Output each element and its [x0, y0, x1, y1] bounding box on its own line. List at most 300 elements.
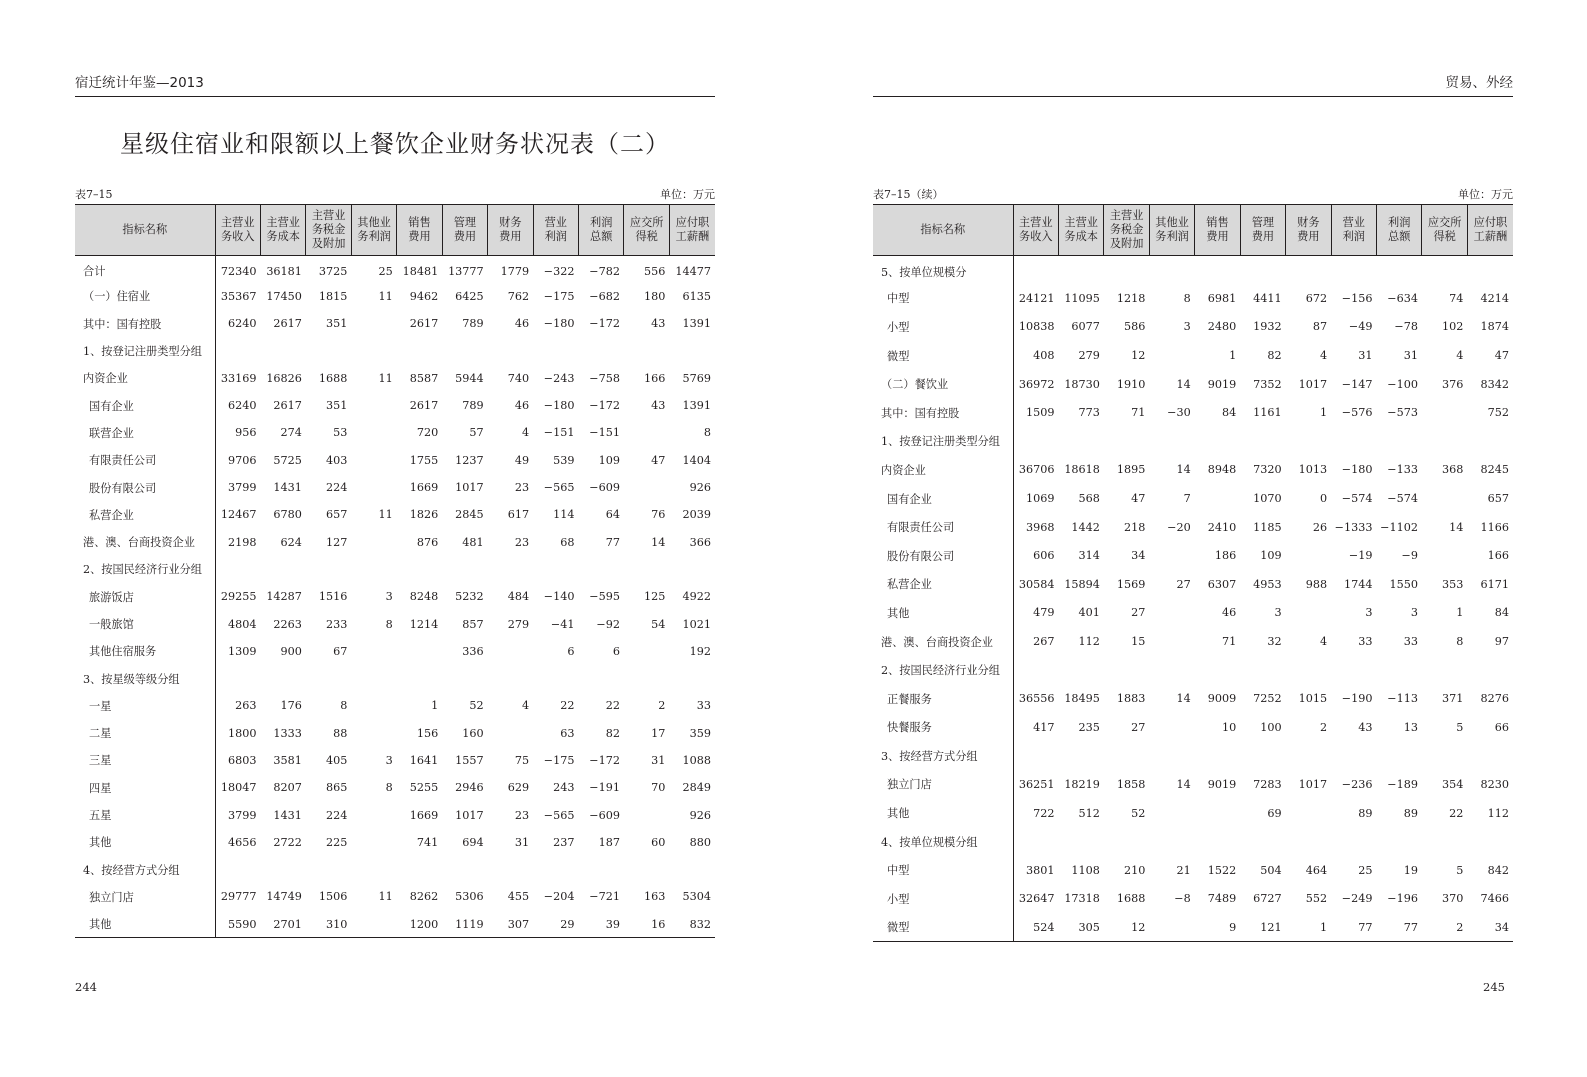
table-cell: 8276: [1480, 692, 1509, 706]
table-cell: 21: [1176, 863, 1191, 877]
table-cell: 67: [333, 644, 348, 658]
row-label: 港、澳、台商投资企业: [75, 528, 215, 555]
table-cell: 23: [514, 535, 530, 549]
table-cell: [1149, 599, 1194, 628]
column-header: [397, 205, 442, 256]
table-cell: 1017: [1298, 377, 1328, 391]
table-cell: −8: [1174, 892, 1191, 906]
table-cell: −140: [543, 590, 575, 604]
table-cell: 112: [1487, 806, 1509, 820]
table-cell: 1874: [1480, 320, 1509, 334]
table-cell: −180: [1341, 463, 1373, 477]
row-label: 其中：国有控股: [75, 310, 215, 337]
table-cell: 18481: [402, 264, 439, 278]
table-body: [75, 256, 715, 938]
table-cell: 15: [1131, 635, 1146, 649]
column-header-line: 费用: [499, 230, 522, 243]
table-cell: 1557: [455, 753, 484, 767]
table-row: [873, 770, 1513, 799]
table-cell: 539: [553, 453, 575, 467]
table-cell: 3: [385, 590, 393, 604]
table-cell: [306, 337, 351, 364]
column-header-line: 主营业: [220, 216, 255, 229]
table-cell: 166: [644, 371, 666, 385]
column-header-line: 主营业: [1018, 216, 1053, 229]
table-cell: 31: [1358, 349, 1373, 363]
table-cell: 24121: [1018, 291, 1055, 305]
table-row: [873, 570, 1513, 599]
column-header: [624, 205, 669, 256]
table-cell: [1286, 427, 1331, 456]
table-cell: 8: [385, 617, 393, 631]
table-cell: 33: [696, 699, 711, 713]
column-header: [1377, 205, 1422, 256]
column-header-line: 其他业: [357, 216, 391, 229]
financial-table-continued: [873, 204, 1513, 942]
table-cell: 336: [462, 644, 484, 658]
table-cell: 9019: [1207, 377, 1237, 391]
table-cell: −1102: [1380, 520, 1418, 534]
table-cell: [1013, 256, 1058, 285]
table-cell: −49: [1348, 320, 1373, 334]
table-cell: 6240: [227, 399, 257, 413]
table-cell: 26: [1312, 520, 1328, 534]
table-cell: 100: [1260, 720, 1282, 734]
table-cell: 69: [1267, 806, 1282, 820]
table-row: [75, 583, 715, 610]
table-cell: 606: [1033, 549, 1055, 563]
table-cell: −243: [543, 371, 575, 385]
row-label: 微型: [873, 341, 1013, 370]
table-cell: [488, 856, 533, 883]
table-cell: 84: [1494, 606, 1509, 620]
table-row: [75, 310, 715, 337]
table-cell: [1104, 827, 1149, 856]
table-cell: 1017: [455, 808, 484, 822]
table-row: [873, 599, 1513, 628]
table-row: [75, 447, 715, 474]
row-label: 2、按国民经济行业分组: [75, 556, 215, 583]
table-cell: 14: [1449, 520, 1464, 534]
table-cell: 524: [1033, 920, 1055, 934]
table-cell: 10: [1221, 720, 1237, 734]
table-cell: [488, 720, 533, 747]
table-cell: [351, 528, 396, 555]
column-header: [306, 205, 351, 256]
table-cell: −172: [589, 753, 620, 767]
table-cell: 71: [1131, 406, 1146, 420]
table-cell: 180: [644, 289, 666, 303]
table-cell: 617: [507, 508, 530, 522]
table-row: [873, 427, 1513, 456]
table-cell: 160: [462, 726, 484, 740]
column-header-line: 总额: [1388, 230, 1411, 243]
table-cell: [1286, 656, 1331, 685]
column-header: [215, 205, 260, 256]
table-cell: 408: [1033, 349, 1055, 363]
column-header-line: 销售: [408, 216, 431, 229]
table-cell: 102: [1442, 320, 1464, 334]
table-cell: 5232: [455, 590, 484, 604]
row-label: 合计: [75, 256, 215, 283]
table-cell: 75: [514, 753, 530, 767]
table-row: [75, 665, 715, 692]
table-cell: 84: [1221, 406, 1237, 420]
table-cell: 455: [507, 890, 530, 904]
column-header-line: 得税: [1433, 230, 1456, 243]
table-cell: 87: [1312, 320, 1328, 334]
table-cell: [1422, 541, 1467, 570]
table-cell: 1021: [682, 617, 711, 631]
table-cell: 35367: [220, 289, 257, 303]
table-cell: 43: [651, 317, 666, 331]
table-cell: −236: [1341, 777, 1373, 791]
table-cell: 263: [235, 699, 257, 713]
row-label: 内资企业: [75, 365, 215, 392]
table-cell: 29: [560, 917, 575, 931]
table-cell: 371: [1442, 692, 1464, 706]
table-cell: 1166: [1480, 520, 1509, 534]
row-label: （二）餐饮业: [873, 370, 1013, 399]
table-cell: 18219: [1064, 777, 1100, 791]
table-row: [75, 556, 715, 583]
table-cell: 481: [462, 535, 484, 549]
table-cell: 1069: [1025, 492, 1055, 506]
table-cell: 6240: [227, 317, 257, 331]
table-cell: 752: [1487, 406, 1509, 420]
table-row: [75, 283, 715, 310]
table-cell: [1467, 256, 1513, 285]
table-cell: 4: [521, 426, 530, 440]
table-cell: 7352: [1253, 377, 1282, 391]
table-cell: 1431: [273, 808, 302, 822]
table-cell: −133: [1387, 463, 1418, 477]
table-cell: 279: [507, 617, 530, 631]
column-header: [488, 205, 533, 256]
table-cell: −196: [1387, 892, 1418, 906]
column-header-line: 工薪酬: [1473, 230, 1508, 243]
table-cell: [1377, 427, 1422, 456]
table-cell: 3799: [227, 481, 257, 495]
table-cell: 7283: [1253, 777, 1282, 791]
table-row: [873, 456, 1513, 485]
table-cell: [1195, 827, 1240, 856]
table-cell: 1506: [318, 890, 348, 904]
table-cell: 2946: [455, 781, 484, 795]
table-cell: 900: [280, 644, 302, 658]
table-cell: [1286, 799, 1331, 828]
right-page: [873, 0, 1513, 1077]
table-row: [75, 256, 715, 283]
table-row: [75, 365, 715, 392]
table-cell: [215, 665, 260, 692]
table-cell: [1240, 656, 1285, 685]
table-cell: 31: [1403, 349, 1418, 363]
table-cell: [442, 665, 487, 692]
column-header-line: 应交所: [1427, 216, 1462, 229]
table-cell: 359: [689, 726, 711, 740]
table-row: [873, 370, 1513, 399]
column-header-line: 应付职: [1473, 216, 1508, 229]
table-row: [75, 528, 715, 555]
table-cell: [1422, 256, 1467, 285]
table-cell: 16: [651, 917, 666, 931]
table-cell: 1509: [1025, 406, 1055, 420]
table-cell: 46: [514, 317, 530, 331]
table-cell: 1755: [409, 453, 439, 467]
table-cell: 1669: [409, 808, 439, 822]
table-cell: 9: [1229, 920, 1237, 934]
table-cell: 11095: [1064, 291, 1100, 305]
table-cell: [306, 856, 351, 883]
row-label: 其他: [873, 599, 1013, 628]
column-header-line: 利润: [590, 216, 613, 229]
table-cell: [488, 638, 533, 665]
table-cell: 29777: [220, 890, 257, 904]
column-header: [533, 205, 578, 256]
table-cell: 5255: [409, 781, 439, 795]
table-cell: 18495: [1064, 692, 1100, 706]
table-cell: 1883: [1116, 692, 1146, 706]
row-label: 4、按单位规模分组: [873, 827, 1013, 856]
table-row: [75, 392, 715, 419]
table-cell: [1149, 656, 1194, 685]
column-header-line: 务成本: [1064, 230, 1098, 243]
row-label: 股份有限公司: [873, 541, 1013, 570]
table-cell: 926: [689, 481, 711, 495]
table-cell: 2617: [409, 317, 439, 331]
table-cell: 18047: [220, 781, 257, 795]
table-cell: 23: [514, 808, 530, 822]
table-cell: 18730: [1064, 377, 1100, 391]
table-cell: 4: [1456, 349, 1464, 363]
column-header: [351, 205, 396, 256]
table-cell: 14: [1176, 463, 1191, 477]
table-cell: 1688: [318, 371, 348, 385]
table-cell: 218: [1123, 520, 1146, 534]
table-cell: [397, 638, 442, 665]
table-cell: 279: [1078, 349, 1100, 363]
table-cell: [1331, 656, 1376, 685]
table-row: [873, 284, 1513, 313]
table-cell: 2722: [273, 835, 302, 849]
table-cell: 1161: [1253, 406, 1282, 420]
table-cell: [260, 556, 305, 583]
table-row: [873, 856, 1513, 885]
table-cell: [1422, 398, 1467, 427]
table-cell: [1240, 427, 1285, 456]
table-cell: 4214: [1480, 291, 1509, 305]
row-label: 小型: [873, 313, 1013, 342]
table-cell: [1013, 742, 1058, 771]
table-cell: 176: [280, 699, 302, 713]
table-cell: −172: [589, 317, 620, 331]
table-cell: 9462: [409, 289, 439, 303]
table-cell: 2: [1456, 920, 1464, 934]
table-cell: 36181: [266, 264, 302, 278]
column-header-line: 费用: [1297, 230, 1320, 243]
table-cell: 109: [598, 453, 620, 467]
table-cell: 5: [1456, 863, 1464, 877]
table-row: [75, 911, 715, 938]
table-cell: [624, 638, 669, 665]
table-cell: 8: [385, 781, 393, 795]
table-cell: 8245: [1480, 463, 1509, 477]
row-label: 港、澳、台商投资企业: [873, 627, 1013, 656]
table-row: [873, 656, 1513, 685]
table-cell: 6171: [1480, 577, 1509, 591]
table-cell: 27: [1176, 577, 1191, 591]
column-header-line: 指标名称: [920, 223, 966, 236]
table-cell: −721: [589, 890, 620, 904]
row-label: 中型: [873, 856, 1013, 885]
table-cell: 1070: [1253, 492, 1282, 506]
table-cell: 3801: [1025, 863, 1055, 877]
table-cell: [1149, 799, 1194, 828]
table-cell: 657: [325, 508, 348, 522]
table-cell: [1104, 256, 1149, 285]
table-row: [873, 541, 1513, 570]
table-cell: 34: [1131, 549, 1146, 563]
column-header-line: 管理: [453, 216, 477, 229]
table-cell: [351, 638, 396, 665]
table-cell: [351, 392, 396, 419]
table-cell: 19: [1403, 863, 1418, 877]
table-cell: 5769: [682, 371, 711, 385]
table-cell: 2: [658, 699, 666, 713]
column-header-line: 财务: [1297, 216, 1320, 229]
table-cell: 6077: [1071, 320, 1100, 334]
table-cell: 4953: [1253, 577, 1282, 591]
row-label: 一般旅馆: [75, 610, 215, 637]
table-cell: 17318: [1064, 892, 1100, 906]
table-cell: [1331, 742, 1376, 771]
table-cell: −565: [543, 481, 575, 495]
column-header: [1058, 205, 1103, 256]
table-cell: [1149, 827, 1194, 856]
table-cell: 36706: [1018, 463, 1055, 477]
table-row: [873, 256, 1513, 285]
table-cell: −634: [1387, 291, 1418, 305]
table-cell: [1467, 742, 1513, 771]
table-cell: 71: [1221, 635, 1237, 649]
table-cell: 156: [416, 726, 439, 740]
table-cell: 353: [1442, 577, 1464, 591]
table-cell: [669, 665, 715, 692]
table-cell: 1391: [682, 317, 711, 331]
table-cell: 740: [507, 371, 530, 385]
table-cell: [579, 856, 624, 883]
table-row: [75, 774, 715, 801]
table-cell: 23: [514, 481, 530, 495]
table-cell: 1391: [682, 399, 711, 413]
table-cell: 368: [1442, 463, 1464, 477]
table-cell: −172: [589, 399, 620, 413]
table-cell: −191: [589, 781, 620, 795]
table-cell: −758: [589, 371, 620, 385]
column-header-line: 其他业: [1155, 216, 1189, 229]
column-header-line: 得税: [635, 230, 658, 243]
table-cell: [397, 665, 442, 692]
table-row: [75, 474, 715, 501]
table-row: [873, 341, 1513, 370]
left-page: [75, 0, 715, 1077]
table-cell: −576: [1341, 406, 1373, 420]
row-label: 有限责任公司: [873, 513, 1013, 542]
table-cell: [579, 337, 624, 364]
table-cell: 52: [469, 699, 484, 713]
table-cell: 33: [1358, 635, 1373, 649]
table-cell: [624, 474, 669, 501]
table-cell: [260, 337, 305, 364]
row-label: 旅游饭店: [75, 583, 215, 610]
table-cell: [351, 419, 396, 446]
table-cell: [1195, 427, 1240, 456]
table-cell: 233: [325, 617, 348, 631]
column-header: [1104, 205, 1149, 256]
table-cell: −78: [1394, 320, 1418, 334]
table-cell: 1200: [409, 917, 439, 931]
table-cell: 376: [1442, 377, 1464, 391]
table-cell: −190: [1341, 692, 1373, 706]
table-cell: −175: [543, 289, 575, 303]
row-label: 3、按经营方式分组: [873, 742, 1013, 771]
table-cell: 49: [514, 453, 530, 467]
table-cell: 74: [1449, 291, 1464, 305]
table-cell: 7: [1183, 492, 1191, 506]
row-label: 四星: [75, 774, 215, 801]
table-cell: −782: [589, 264, 620, 278]
table-row: [75, 883, 715, 910]
table-cell: 2617: [409, 399, 439, 413]
table-cell: 6780: [273, 508, 302, 522]
column-header-name: [75, 205, 215, 256]
table-cell: −189: [1387, 777, 1418, 791]
table-cell: 417: [1033, 720, 1055, 734]
table-cell: 5306: [455, 890, 484, 904]
table-cell: [397, 337, 442, 364]
table-cell: 657: [1487, 492, 1509, 506]
table-cell: 876: [416, 535, 439, 549]
row-label: 小型: [873, 885, 1013, 914]
table-cell: [260, 665, 305, 692]
table-cell: 17450: [266, 289, 302, 303]
table-cell: 512: [1078, 806, 1100, 820]
table-cell: 1641: [409, 753, 439, 767]
table-cell: 17: [651, 726, 666, 740]
table-cell: 762: [507, 289, 530, 303]
table-cell: [397, 856, 442, 883]
column-header-line: 总额: [590, 230, 613, 243]
table-cell: 1017: [455, 481, 484, 495]
table-cell: [1467, 827, 1513, 856]
table-cell: [351, 556, 396, 583]
table-cell: 694: [462, 835, 484, 849]
table-row: [75, 747, 715, 774]
column-header-line: 财务: [499, 216, 522, 229]
table-row: [75, 419, 715, 446]
table-cell: [1377, 656, 1422, 685]
table-cell: 1237: [455, 453, 484, 467]
table-cell: 1214: [409, 617, 439, 631]
table-cell: −574: [1341, 492, 1373, 506]
table-cell: −147: [1341, 377, 1373, 391]
table-cell: 552: [1305, 892, 1328, 906]
column-header-line: 费用: [1206, 230, 1229, 243]
table-cell: 2198: [227, 535, 257, 549]
table-cell: 22: [605, 699, 620, 713]
table-cell: 163: [644, 890, 666, 904]
